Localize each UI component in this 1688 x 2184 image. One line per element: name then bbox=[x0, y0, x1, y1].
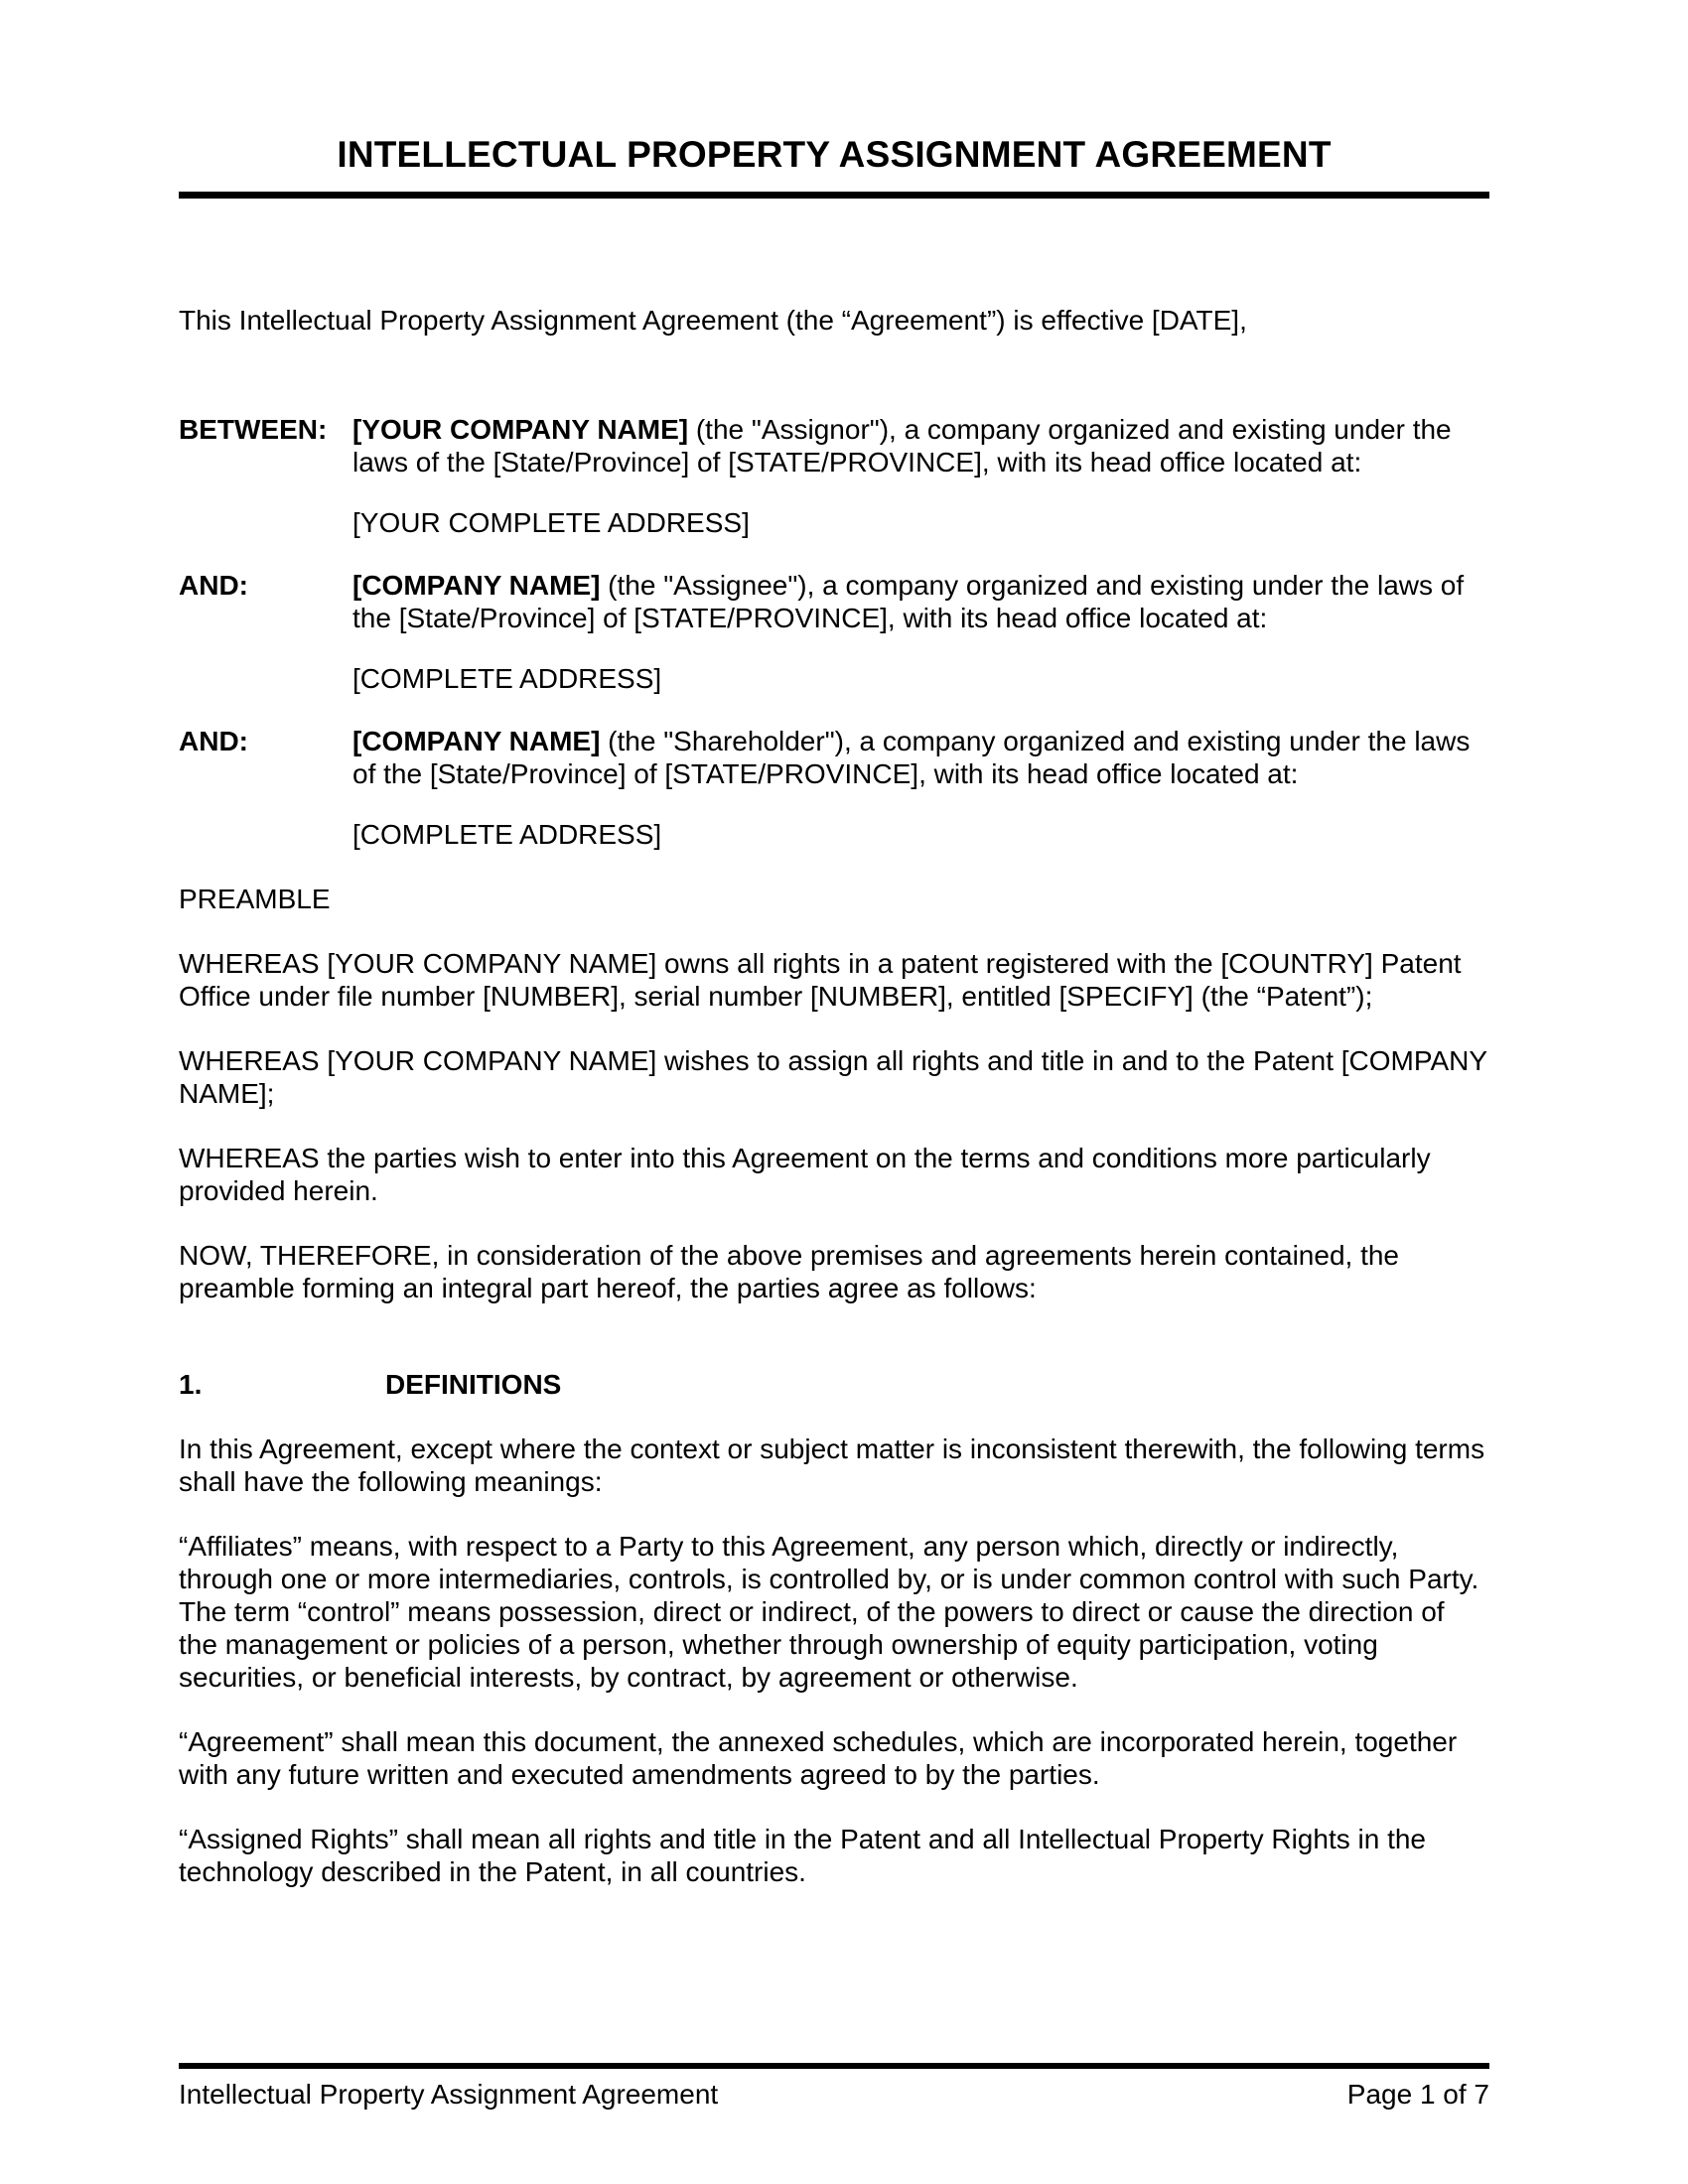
footer-page-number: Page 1 of 7 bbox=[1346, 2079, 1489, 2110]
footer-title: Intellectual Property Assignment Agreement bbox=[179, 2079, 719, 2110]
party-description-rest: (the "Shareholder"), a company organized and existing under the laws of the [State/Province] of [STATE/PROVINCE], with its head office located at: bbox=[352, 726, 1471, 789]
page-footer bbox=[179, 2063, 1489, 2111]
party-row-and-1 bbox=[179, 569, 1489, 695]
party-description bbox=[352, 413, 1489, 478]
party-description bbox=[352, 569, 1489, 634]
document-title: INTELLECTUAL PROPERTY ASSIGNMENT AGREEMENT bbox=[337, 134, 1332, 175]
intro-paragraph: This Intellectual Property Assignment Agreement (the “Agreement”) is effective [DATE], bbox=[179, 305, 1247, 336]
party-label: AND: bbox=[179, 570, 248, 601]
party-name: [YOUR COMPANY NAME] bbox=[352, 414, 689, 445]
party-label: BETWEEN: bbox=[179, 414, 328, 445]
party-description-rest: (the "Assignee"), a company organized and existing under the laws of the [State/Province] of [STATE/PROVINCE], with its head office located at: bbox=[352, 570, 1465, 633]
party-address: [COMPLETE ADDRESS] bbox=[352, 663, 662, 694]
party-name: [COMPANY NAME] bbox=[352, 570, 601, 601]
party-address: [YOUR COMPLETE ADDRESS] bbox=[352, 507, 750, 538]
recital-paragraph-3: WHEREAS the parties wish to enter into this Agreement on the terms and conditions more particularly provided herein. bbox=[179, 1143, 1431, 1206]
section-number: 1. bbox=[179, 1369, 203, 1400]
section-title: DEFINITIONS bbox=[385, 1369, 562, 1400]
parties-section bbox=[179, 413, 1489, 851]
party-row-and-2 bbox=[179, 725, 1489, 851]
recital-paragraph-4: NOW, THEREFORE, in consideration of the above premises and agreements herein contained, the preamble forming an integral part hereof, the parties agree as follows: bbox=[179, 1240, 1400, 1303]
section-heading bbox=[179, 1368, 1489, 1401]
title-block bbox=[179, 131, 1489, 199]
party-description bbox=[352, 725, 1489, 790]
definition-agreement: “Agreement” shall mean this document, the annexed schedules, which are incorporated herein, together with any future written and executed amendments agreed to by the parties. bbox=[179, 1726, 1458, 1790]
preamble-heading: PREAMBLE bbox=[179, 884, 331, 914]
definition-affiliates: “Affiliates” means, with respect to a Party to this Agreement, any person which, directly or indirectly, through one or more intermediaries, controls, is controlled by, or is under common control with such Party. The term “control” means possession, direct or indirect, of the powers to direct or cause the direction of the management or policies of a person, whether through ownership of equity participation, voting securities, or beneficial interests, by contract, by agreement or otherwise. bbox=[179, 1531, 1479, 1693]
party-row-between bbox=[179, 413, 1489, 539]
party-body bbox=[352, 569, 1489, 695]
party-name: [COMPANY NAME] bbox=[352, 726, 601, 756]
party-address: [COMPLETE ADDRESS] bbox=[352, 819, 662, 850]
recital-paragraph-1: WHEREAS [YOUR COMPANY NAME] owns all rights in a patent registered with the [COUNTRY] Patent Office under file number [NUMBER], serial number [NUMBER], entitled [SPECIFY] (the “Patent”); bbox=[179, 948, 1462, 1012]
recital-paragraph-2: WHEREAS [YOUR COMPANY NAME] wishes to assign all rights and title in and to the Patent [COMPANY NAME]; bbox=[179, 1045, 1487, 1109]
party-body bbox=[352, 413, 1489, 539]
party-label: AND: bbox=[179, 726, 248, 756]
definition-assigned-rights: “Assigned Rights” shall mean all rights and title in the Patent and all Intellectual Property Rights in the technology described in the Patent, in all countries. bbox=[179, 1824, 1427, 1887]
party-description-rest: (the "Assignor"), a company organized and existing under the laws of the [State/Province] of [STATE/PROVINCE], with its head office located at: bbox=[352, 414, 1452, 478]
definitions-intro: In this Agreement, except where the context or subject matter is inconsistent therewith, the following terms shall have the following meanings: bbox=[179, 1433, 1485, 1497]
party-body bbox=[352, 725, 1489, 851]
